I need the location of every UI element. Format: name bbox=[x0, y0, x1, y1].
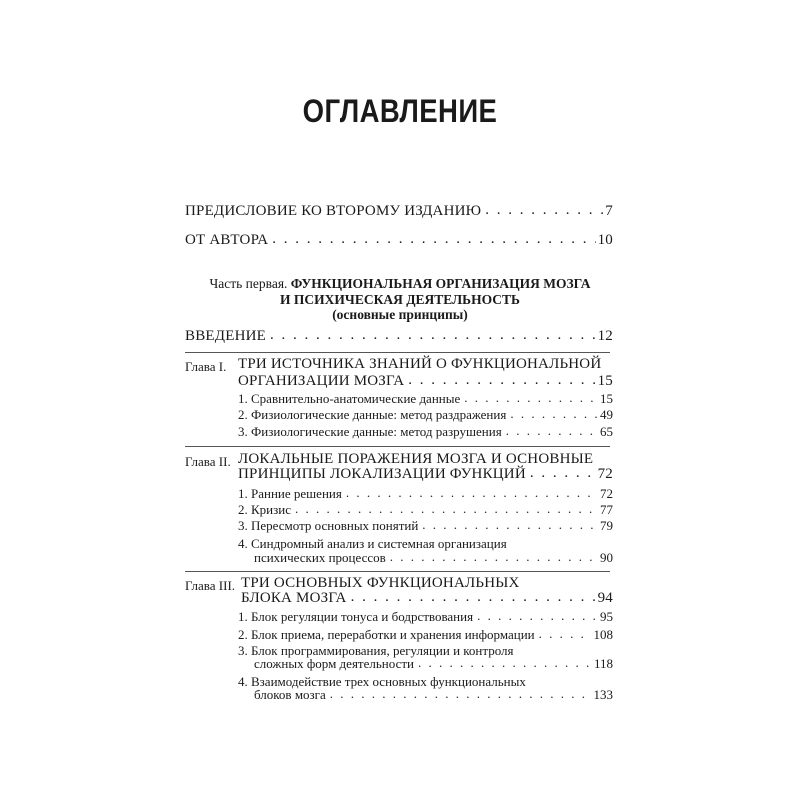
section-entry[interactable] bbox=[254, 656, 613, 672]
chapter-label: Глава II. bbox=[185, 454, 231, 469]
page-number: 72 bbox=[597, 466, 613, 482]
section-title: 1. Блок регуляции тонуса и бодрствования bbox=[238, 609, 474, 624]
part-label: Часть первая. bbox=[209, 276, 288, 291]
toc-entry[interactable] bbox=[185, 232, 613, 249]
section-entry[interactable] bbox=[254, 550, 613, 566]
page-number: 90 bbox=[600, 550, 613, 565]
page-number: 72 bbox=[600, 486, 613, 501]
section-entry[interactable] bbox=[238, 627, 613, 643]
page-number: 7 bbox=[605, 203, 613, 219]
chapter-entry[interactable] bbox=[238, 373, 613, 390]
divider bbox=[185, 571, 610, 572]
page-number: 94 bbox=[597, 590, 613, 606]
chapter-title-line1[interactable]: ЛОКАЛЬНЫЕ ПОРАЖЕНИЯ МОЗГА И ОСНОВНЫЕ bbox=[238, 451, 594, 467]
leader-dots bbox=[506, 423, 598, 439]
section-title-line2: блоков мозга bbox=[254, 687, 326, 702]
section-title: 2. Блок приема, переработки и хранения информации bbox=[238, 627, 535, 642]
page-number: 133 bbox=[593, 687, 613, 702]
part-title-line1: ФУНКЦИОНАЛЬНАЯ ОРГАНИЗАЦИЯ МОЗГА bbox=[290, 276, 591, 291]
leader-dots bbox=[530, 465, 596, 482]
page-number: 10 bbox=[597, 232, 613, 248]
chapter-title-line2: ОРГАНИЗАЦИИ МОЗГА bbox=[238, 373, 405, 389]
toc-entry-text: ПРЕДИСЛОВИЕ КО ВТОРОМУ ИЗДАНИЮ bbox=[185, 203, 482, 219]
chapter-title-line1[interactable]: ТРИ ОСНОВНЫХ ФУНКЦИОНАЛЬНЫХ bbox=[241, 575, 520, 591]
chapter-label: Глава III. bbox=[185, 578, 236, 593]
leader-dots bbox=[390, 549, 598, 565]
section-entry[interactable] bbox=[238, 502, 613, 518]
toc-entry-text: ВВЕДЕНИЕ bbox=[185, 328, 266, 344]
chapter-label: Глава I. bbox=[185, 359, 227, 374]
leader-dots bbox=[270, 327, 596, 344]
section-title: 2. Физиологические данные: метод раздражения bbox=[238, 407, 507, 422]
leader-dots bbox=[351, 589, 596, 606]
section-entry[interactable] bbox=[238, 407, 613, 423]
leader-dots bbox=[422, 517, 598, 533]
page-number: 65 bbox=[600, 424, 613, 439]
page-number: 12 bbox=[597, 328, 613, 344]
leader-dots bbox=[295, 501, 598, 517]
toc-entry-text: ОТ АВТОРА bbox=[185, 232, 269, 248]
chapter-entry[interactable] bbox=[238, 466, 613, 483]
page-number: 15 bbox=[600, 391, 613, 406]
section-title-line1[interactable]: 4. Взаимодействие трех основных функциональных bbox=[238, 674, 526, 689]
chapter-title-line1[interactable]: ТРИ ИСТОЧНИКА ЗНАНИЙ О ФУНКЦИОНАЛЬНОЙ bbox=[238, 356, 602, 372]
section-title-line1[interactable]: 3. Блок программирования, регуляции и контроля bbox=[238, 643, 514, 658]
leader-dots bbox=[485, 202, 603, 219]
chapter-title-line2: ПРИНЦИПЫ ЛОКАЛИЗАЦИИ ФУНКЦИЙ bbox=[238, 466, 526, 482]
section-title-line2: сложных форм деятельности bbox=[254, 656, 414, 671]
section-title: 2. Кризис bbox=[238, 502, 291, 517]
section-title: 1. Ранние решения bbox=[238, 486, 342, 501]
section-entry[interactable] bbox=[238, 424, 613, 440]
divider bbox=[185, 446, 610, 447]
section-title: 1. Сравнительно-анатомические данные bbox=[238, 391, 461, 406]
page-number: 108 bbox=[593, 627, 613, 642]
leader-dots bbox=[346, 485, 598, 501]
leader-dots bbox=[330, 686, 592, 702]
leader-dots bbox=[464, 390, 598, 406]
part-title-line2-wrap bbox=[0, 292, 800, 308]
leader-dots bbox=[510, 406, 598, 422]
part-heading bbox=[0, 276, 800, 292]
page-title: ОГЛАВЛЕНИЕ bbox=[302, 93, 498, 129]
page-number: 95 bbox=[600, 609, 613, 624]
part-subtitle: (основные принципы) bbox=[332, 307, 468, 322]
chapter-entry[interactable] bbox=[241, 590, 613, 607]
section-entry[interactable] bbox=[238, 486, 613, 502]
page-number: 118 bbox=[593, 656, 613, 671]
section-entry[interactable] bbox=[238, 609, 613, 625]
page-number: 77 bbox=[600, 502, 613, 517]
part-title-line2: И ПСИХИЧЕСКАЯ ДЕЯТЕЛЬНОСТЬ bbox=[280, 292, 520, 307]
divider bbox=[185, 352, 610, 353]
section-title-line2: психических процессов bbox=[254, 550, 386, 565]
leader-dots bbox=[272, 231, 595, 248]
chapter-title-line2: БЛОКА МОЗГА bbox=[241, 590, 347, 606]
toc-entry-intro[interactable] bbox=[185, 328, 613, 345]
page-number: 49 bbox=[600, 407, 613, 422]
leader-dots bbox=[539, 626, 592, 642]
page-number: 79 bbox=[600, 518, 613, 533]
section-title: 3. Пересмотр основных понятий bbox=[238, 518, 419, 533]
leader-dots bbox=[418, 655, 592, 671]
section-entry[interactable] bbox=[254, 687, 613, 703]
section-title: 3. Физиологические данные: метод разрушения bbox=[238, 424, 502, 439]
leader-dots bbox=[408, 372, 595, 389]
section-title-line1[interactable]: 4. Синдромный анализ и системная организация bbox=[238, 536, 507, 551]
section-entry[interactable] bbox=[238, 518, 613, 534]
section-entry[interactable] bbox=[238, 391, 613, 407]
toc-entry[interactable] bbox=[185, 203, 613, 220]
part-subtitle-wrap bbox=[0, 307, 800, 323]
page-number: 15 bbox=[597, 373, 613, 389]
leader-dots bbox=[477, 608, 598, 624]
